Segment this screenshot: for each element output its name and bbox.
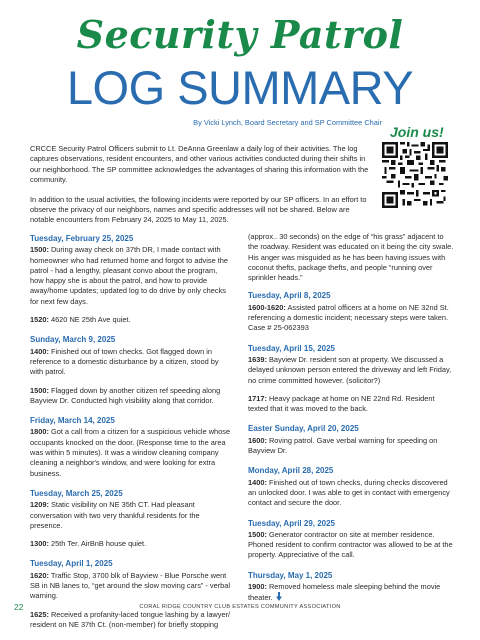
byline: By Vicki Lynch, Board Secretary and SP Committee Chair bbox=[193, 118, 382, 127]
log-entry bbox=[248, 303, 454, 334]
log-entry bbox=[30, 539, 232, 549]
log-entry bbox=[30, 315, 232, 325]
intro-paragraph: In addition to the usual activities, the following incidents were reported by our SP officers. In an effort to observe the privacy of our neighbors, names and specific addresses will not be shared. Below are notable encounters from February 24, 2025 to May 11, 2025. bbox=[30, 194, 367, 225]
log-section bbox=[30, 335, 232, 406]
log-time: 1500: bbox=[30, 245, 49, 255]
log-text: Traffic Stop, 3700 blk of Bayview - Blue Porsche went SB in NB lanes to, “get around the slow moving cars” - verbal warning. bbox=[30, 570, 231, 601]
log-date: Friday, March 14, 2025 bbox=[30, 416, 115, 426]
log-time: 1600: bbox=[248, 435, 267, 445]
log-entry bbox=[30, 571, 232, 602]
log-date: Tuesday, April 1, 2025 bbox=[30, 559, 113, 569]
publication-name: CORAL RIDGE COUNTRY CLUB ESTATES COMMUNITY ASSOCIATION bbox=[139, 604, 341, 610]
log-time: 1500: bbox=[30, 385, 49, 395]
log-section bbox=[248, 291, 454, 333]
log-time: 1717: bbox=[248, 393, 267, 403]
join-us-label: Join us! bbox=[390, 124, 444, 140]
log-continuation: (approx.. 30 seconds) on the edge of “his grass” adjacent to the roadway. Resident was educated on it being the city swale. His anger was misguided as he has been having issues with coconut thefts, package thefts, and people “running over sprinkler heads.” bbox=[248, 232, 454, 283]
log-entry bbox=[248, 530, 454, 561]
log-entry bbox=[30, 427, 232, 478]
page-number: 22 bbox=[14, 602, 24, 612]
log-date: Tuesday, April 8, 2025 bbox=[248, 291, 331, 301]
log-text: Received a profanity-laced tongue lashing by a lawyer/ resident on NE 37th Ct. (non-member) for briefly stopping bbox=[30, 609, 231, 629]
log-text: Generator contractor on site at member residence. Phoned resident to confirm contractor was allowed to be at the property. Appreciative of the call. bbox=[248, 529, 453, 560]
log-text: Removed homeless male sleeping behind the movie theater. bbox=[248, 582, 441, 603]
log-time: 1639: bbox=[248, 354, 267, 364]
log-section bbox=[30, 416, 232, 479]
log-time: 1500: bbox=[248, 529, 267, 539]
log-time: 1625: bbox=[30, 609, 49, 619]
log-entry bbox=[248, 582, 454, 604]
log-text: 25th Ter. AirBnB house quiet. bbox=[48, 539, 147, 549]
log-date: Thursday, May 1, 2025 bbox=[248, 570, 333, 580]
log-text: Flagged down by another citizen ref speeding along Bayview Dr. Conducted high visibility along that corridor. bbox=[30, 385, 221, 405]
log-section bbox=[30, 234, 232, 325]
log-date: Tuesday, April 15, 2025 bbox=[248, 343, 336, 353]
log-time: 1300: bbox=[30, 539, 49, 549]
log-entry bbox=[30, 610, 232, 631]
log-date: Monday, April 28, 2025 bbox=[248, 466, 334, 476]
log-entry bbox=[30, 245, 232, 307]
log-entry bbox=[30, 500, 232, 531]
log-entry bbox=[248, 478, 454, 509]
arrow-down-icon bbox=[276, 592, 282, 601]
log-text: Bayview Dr. resident son at property. We discussed a delayed unknown person entered the driveway and left Friday, no crime committed however. (solicitor?) bbox=[248, 354, 452, 385]
log-time: 1900: bbox=[248, 582, 267, 592]
log-time: 1620: bbox=[30, 570, 49, 580]
log-section bbox=[248, 466, 454, 508]
log-time: 1400: bbox=[30, 346, 49, 356]
log-section bbox=[248, 519, 454, 561]
title-script: Security Patrol bbox=[76, 12, 404, 57]
left-column bbox=[30, 234, 232, 640]
log-text: Static visibility on NE 35th CT. Had pleasant conversation with two very thankful residents for the presence. bbox=[30, 500, 200, 530]
log-text: Finished out of town checks, during checks discovered an unlocked door. I was able to get in contact with emergency contact and secure the door. bbox=[248, 477, 450, 508]
log-date: Easter Sunday, April 20, 2025 bbox=[248, 424, 359, 434]
log-section bbox=[248, 344, 454, 415]
log-section bbox=[30, 489, 232, 549]
intro-text bbox=[30, 144, 373, 235]
qr-code-icon[interactable] bbox=[382, 142, 448, 208]
log-text: Finished out of town checks. Got flagged down in reference to a domestic disturbance by a citizen, stood by with patrol. bbox=[30, 346, 219, 377]
log-date: Tuesday, April 29, 2025 bbox=[248, 518, 336, 528]
log-text: During away check on 37th DR, I made contact with homeowner who had returned home and forgot to advise the patrol - had a lengthy, pleasant convo about the program, how happy she is about the patrol, and how to provide away/home updates; updated log to do drive by only checks for next few days. bbox=[30, 245, 229, 306]
log-entry bbox=[30, 347, 232, 378]
log-section bbox=[248, 571, 454, 604]
log-time: 1209: bbox=[30, 500, 49, 510]
log-entry bbox=[248, 394, 454, 415]
log-entry bbox=[248, 355, 454, 386]
log-entry bbox=[248, 436, 454, 457]
log-text: 4620 NE 25th Ave quiet. bbox=[48, 315, 131, 325]
log-text: Assisted patrol officers at a home on NE 32nd St. referencing a domestic incident; necessary steps were taken. Case # 25-062393 bbox=[248, 302, 449, 333]
log-time: 1800: bbox=[30, 427, 49, 437]
log-text: Roving patrol. Gave verbal warning for speeding on Bayview Dr. bbox=[248, 435, 438, 456]
right-column bbox=[248, 232, 454, 614]
log-date: Sunday, March 9, 2025 bbox=[30, 335, 116, 345]
log-section bbox=[248, 424, 454, 456]
log-section bbox=[30, 559, 232, 630]
log-date: Tuesday, February 25, 2025 bbox=[30, 234, 134, 243]
log-date: Tuesday, March 25, 2025 bbox=[30, 488, 123, 498]
log-entry bbox=[30, 386, 232, 407]
page-title: LOG SUMMARY bbox=[66, 61, 414, 114]
intro-paragraph: CRCCE Security Patrol Officers submit to Lt. DeAnna Greenlaw a daily log of their activities. The log captures observations, resident encounters, and other various activities conducted during their shifts in our neighborhood. The SP committee acknowledges the advantages of sharing this information with the community. bbox=[30, 144, 369, 185]
log-time: 1520: bbox=[30, 315, 49, 325]
log-time: 1400: bbox=[248, 477, 267, 487]
log-time: 1600-1620: bbox=[248, 302, 286, 312]
log-text: Heavy package at home on NE 22nd Rd. Resident texted that it was moved to the back. bbox=[248, 393, 435, 414]
log-text: Got a call from a citizen for a suspicious vehicle whose occupants knocked on the door. (Response time to the area was within 5 minutes). It was a window cleaning company cleaning a neighbor's window, and were looking for extra business. bbox=[30, 427, 231, 478]
